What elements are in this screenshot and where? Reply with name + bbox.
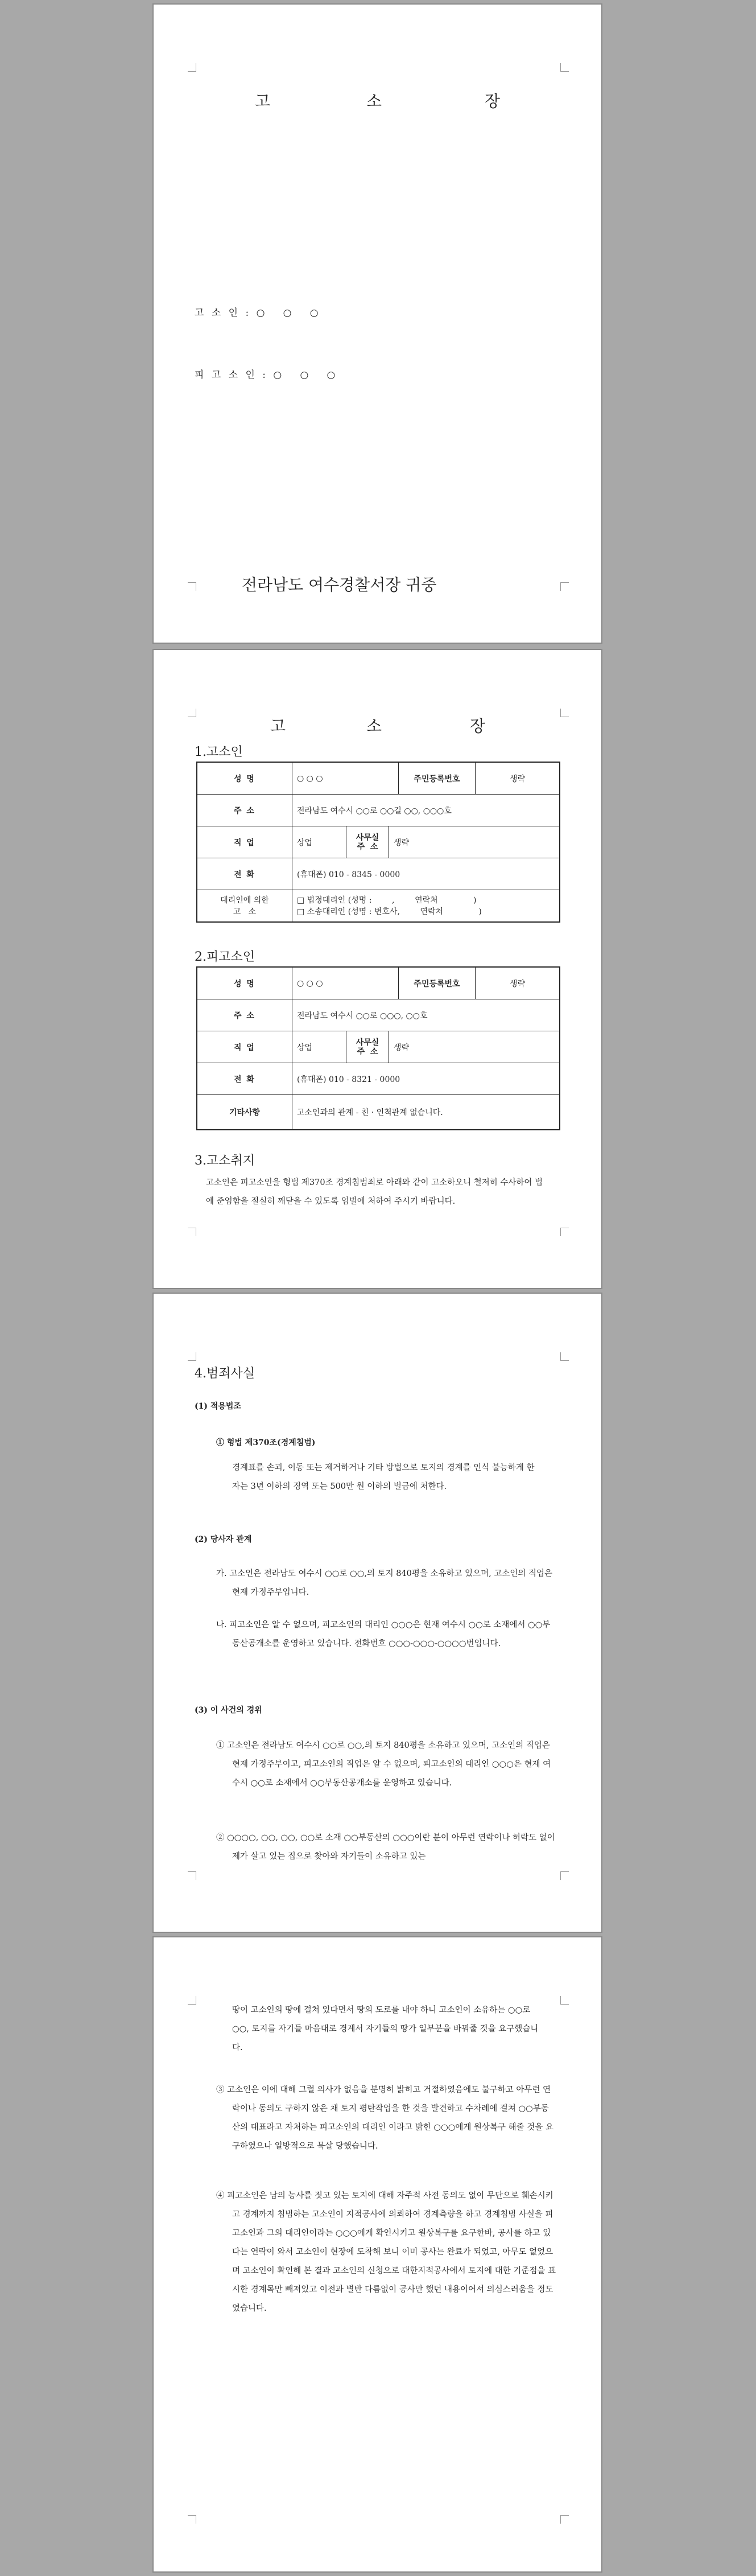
crop-mark (188, 582, 196, 591)
job-row (292, 1031, 560, 1063)
complaint-page-4 (152, 1936, 602, 2573)
applicable-law-heading: (1) 적용법조 (195, 1402, 241, 1411)
crop-mark (188, 1228, 196, 1236)
complaint-page-3 (152, 1293, 602, 1933)
job-label: 직 업 (197, 826, 292, 858)
party-a: 가. 고소인은 전라남도 여수시 ○○로 ○○,의 토지 840평을 소유하고 있으며, 고소인의 직업은 현재 가정주부입니다. (216, 1569, 553, 1597)
accused-line: 피 고 소 인 : ○ ○ ○ (195, 369, 338, 381)
id-value: 생략 (476, 967, 560, 999)
complainant-table (196, 762, 560, 923)
crop-mark (560, 1228, 569, 1236)
crop-mark (188, 1996, 196, 2005)
title-char: 장 (485, 92, 501, 110)
crop-mark (188, 63, 196, 72)
complainant-line: 고 소 인 : ○ ○ ○ (195, 307, 321, 319)
office-label: 사무실 주 소 (346, 1031, 389, 1063)
crop-mark (188, 2515, 196, 2524)
address-value: 전라남도 여수시 ○○로 ○○○, ○○호 (292, 999, 560, 1031)
office-label: 사무실 주 소 (346, 826, 389, 858)
cover-page (152, 3, 602, 644)
title-char: 소 (366, 717, 382, 735)
section-accused: 2.피고소인 (195, 950, 255, 964)
job-label: 직 업 (197, 1031, 292, 1063)
agent-value (292, 890, 560, 923)
phone-label: 전 화 (197, 858, 292, 890)
fact-4: ④ 피고소인은 남의 농사를 짓고 있는 토지에 대해 자주적 사전 동의도 없이 무단으로 훼손시키고 경계까지 침범하는 고소인이 지적공사에 의뢰하여 경계측량을 하고 경계침범 사실을 피고소인과 그의 대리인이라는 ○○○에게 확인시키고 원상복구를 요구한바, 공사를 하고 있다는 연락이 와서 고소인이 현장에 도착해 보니 이미 공사는 완료가 되었고, 아무도 없었으며 고소인이 확인해 본 결과 고소인의 신청으로 대한지적공사에서 토지에 대한 기준점을 표시한 경계목만 빼져있고 이전과 별반 다름없이 공사만 했던 내용이어서 의심스러움을 정도였습니다. (216, 2191, 556, 2313)
phone-value: (휴대폰) 010 - 8321 - 0000 (292, 1063, 560, 1095)
other-value: 고소인과의 관계 - 친 · 인척관계 없습니다. (292, 1095, 560, 1130)
title-char: 장 (470, 717, 486, 735)
title-char: 고 (255, 92, 271, 110)
address-label: 주 소 (197, 999, 292, 1031)
law-heading: ① 형법 제370조(경계침범) (216, 1438, 316, 1447)
job-value: 상업 (292, 1031, 346, 1063)
crop-mark (560, 582, 569, 591)
phone-value: (휴대폰) 010 - 8345 - 0000 (292, 858, 560, 890)
id-value: 생략 (476, 762, 560, 795)
crop-mark (188, 1352, 196, 1361)
title-char: 고 (270, 717, 286, 735)
agent-label: 대리인에 의한 고 소 (197, 890, 292, 923)
crop-mark (560, 2515, 569, 2524)
crop-mark (560, 1352, 569, 1361)
crop-mark (560, 709, 569, 717)
phone-label: 전 화 (197, 1063, 292, 1095)
job-row (292, 826, 560, 858)
id-label: 주민등록번호 (399, 967, 476, 999)
section-complainant: 1.고소인 (195, 745, 243, 759)
id-label: 주민등록번호 (399, 762, 476, 795)
title-char: 소 (366, 92, 382, 110)
fact-2-continued: 땅이 고소인의 땅에 걸쳐 있다면서 땅의 도로를 내야 하니 고소인이 소유하는 ○○로 ○○, 토지를 자기들 마음대로 경계서 자기들의 땅가 일부분을 바꿔줄 것을 요구했습니다. (232, 2006, 539, 2052)
accused-table (196, 966, 560, 1130)
crop-mark (188, 709, 196, 717)
name-label: 성 명 (197, 762, 292, 795)
fact-1: ① 고소인은 전라남도 여수시 ○○로 ○○,의 토지 840평을 소유하고 있으며, 고소인의 직업은 현재 가정주부이고, 피고소인의 직업은 알 수 없으며, 피고소인의 대리인 ○○○은 현재 여수시 ○○로 소재에서 ○○부동산공개소를 운영하고 있습니다. (216, 1741, 551, 1788)
fact-2-start: ② ○○○○, ○○, ○○, ○○로 소재 ○○부동산의 ○○○이란 분이 아무런 연락이나 허락도 없이 제가 살고 있는 집으로 찾아와 자기들이 소유하고 있는 (216, 1833, 555, 1861)
lawyer-agent-option: □ 소송대리인 (성명 : 변호사, 연락처 ) (297, 907, 482, 916)
crop-mark (188, 1871, 196, 1880)
office-value: 생략 (394, 1043, 410, 1052)
parties-heading: (2) 당사자 관계 (195, 1535, 252, 1544)
recipient: 전라남도 여수경찰서장 귀중 (242, 575, 437, 594)
address-value: 전라남도 여수시 ○○로 ○○길 ○○, ○○○호 (292, 795, 560, 826)
law-text: 경계표를 손괴, 이동 또는 제거하거나 기타 방법으로 토지의 경계를 인식 불능하게 한 자는 3년 이하의 징역 또는 500만 원 이하의 벌금에 처한다. (232, 1463, 535, 1491)
section-purpose: 3.고소취지 (195, 1154, 255, 1168)
name-value: ○ ○ ○ (292, 762, 399, 795)
party-b: 나. 피고소인은 알 수 없으며, 피고소인의 대리인 ○○○은 현재 여수시 ○○로 소재에서 ○○부동산공개소를 운영하고 있습니다. 전화번호 ○○○-○○○-○○○○번입니다. (216, 1620, 551, 1648)
name-label: 성 명 (197, 967, 292, 999)
other-label: 기타사항 (197, 1095, 292, 1130)
purpose-text: 고소인은 피고소인을 형법 제370조 경계침범죄로 아래와 같이 고소하오니 철저히 수사하여 법에 준엄함을 절실히 깨닫을 수 있도록 엄벌에 처하여 주시기 바랍니다. (206, 1178, 543, 1206)
crop-mark (560, 1871, 569, 1880)
section-crime-facts: 4.범죄사실 (195, 1367, 255, 1381)
name-value: ○ ○ ○ (292, 967, 399, 999)
fact-3: ③ 고소인은 이에 대해 그럴 의사가 없음을 분명히 밝히고 거절하였음에도 불구하고 아무런 연락이나 동의도 구하지 않은 채 토지 평탄작업을 한 것을 발견하고 수차례에 걸쳐 ○○부동산의 대표라고 자처하는 피고소인의 대리인 이라고 밝힌 ○○○에게 원상복구 해줄 것을 요구하였으나 일방적으로 묵살 당했습니다. (216, 2085, 553, 2151)
office-value: 생략 (394, 838, 410, 847)
complaint-page-2 (152, 649, 602, 1289)
crop-mark (560, 1996, 569, 2005)
crop-mark (560, 63, 569, 72)
job-value: 상업 (292, 826, 346, 858)
address-label: 주 소 (197, 795, 292, 826)
legal-agent-option: □ 법정대리인 (성명 : , 연락처 ) (297, 895, 477, 905)
background-heading: (3) 이 사건의 경위 (195, 1706, 262, 1715)
